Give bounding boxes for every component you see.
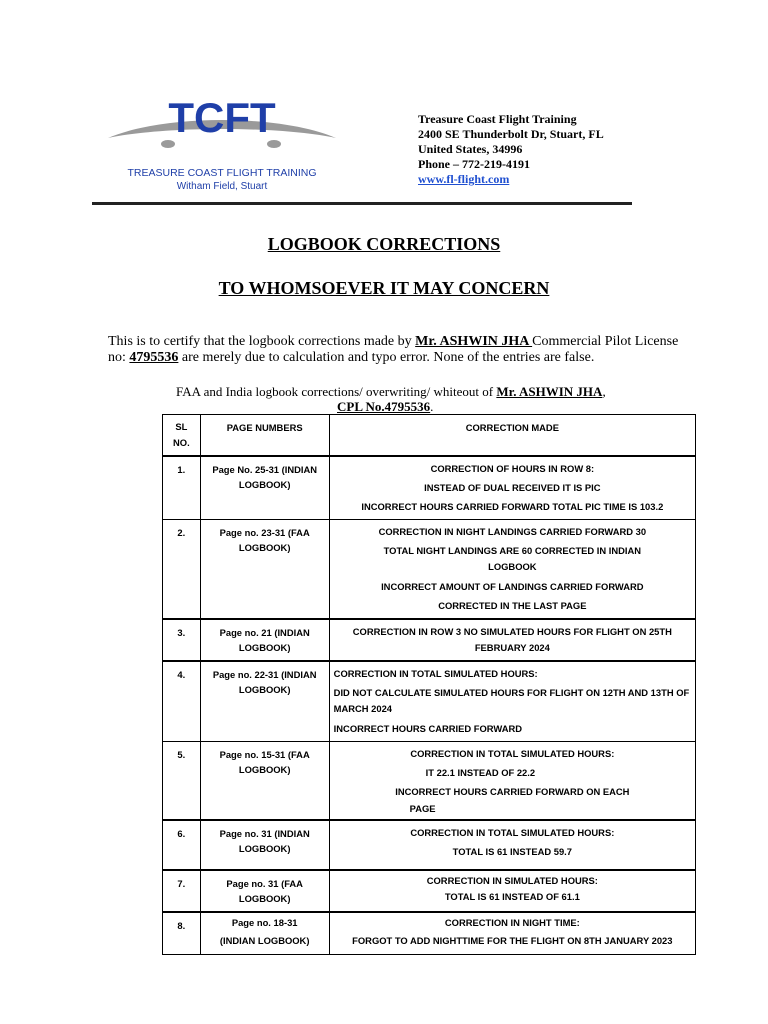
document-title: LOGBOOK CORRECTIONS (267, 234, 501, 254)
row-sl-no: 8. (177, 920, 186, 931)
correction-line: CORRECTION OF HOURS IN ROW 8: (430, 463, 595, 474)
license-number: 4795536 (129, 350, 179, 365)
intro-text-2: Commercial Pilot License no: (108, 334, 679, 365)
certification-paragraph (108, 334, 688, 366)
row-sl-no: 5. (177, 749, 186, 760)
corrections-table (162, 414, 696, 955)
correction-line: CORRECTION IN TOTAL SIMULATED HOURS: (410, 827, 615, 838)
table-row (163, 619, 696, 661)
row-page-numbers: Page no. 31 (FAA LOGBOOK) (226, 878, 303, 904)
website-link[interactable]: www.fl-flight.com (418, 172, 510, 186)
correction-line: CORRECTION IN ROW 3 NO SIMULATED HOURS FOR FLIGHT ON 25TH FEBRUARY 2024 (352, 626, 672, 653)
correction-line: FORGOT TO ADD NIGHTTIME FOR THE FLIGHT ON 8TH JANUARY 2023 (352, 935, 673, 946)
website-line (418, 172, 509, 187)
correction-line: CORRECTION IN TOTAL SIMULATED HOURS: (333, 668, 538, 679)
row-sl-no: 4. (177, 669, 186, 680)
correction-line: CORRECTION IN NIGHT TIME: (444, 917, 580, 928)
row-sl-no: 1. (177, 464, 186, 475)
row-sl-no: 2. (177, 527, 186, 538)
correction-line: TOTAL IS 61 INSTEAD OF 61.1 (444, 891, 580, 902)
header-correction-made: CORRECTION MADE (329, 415, 695, 457)
correction-line: INCORRECT AMOUNT OF LANDINGS CARRIED FORWARD (381, 581, 644, 592)
row-page-numbers: Page no. 23-31 (FAA LOGBOOK) (219, 527, 310, 553)
table-row (163, 742, 696, 821)
table-row (163, 520, 696, 620)
airplane-engine-left (161, 140, 175, 148)
intro-text-1: This is to certify that the logbook corrections made by (108, 334, 416, 349)
logo-subtitle-location: Witham Field, Stuart (176, 181, 268, 192)
correction-line: CORRECTED IN THE LAST PAGE (438, 600, 587, 611)
row-page-numbers: Page no. 15-31 (FAA LOGBOOK) (219, 749, 310, 775)
document-subtitle: TO WHOMSOEVER IT MAY CONCERN (218, 278, 550, 298)
table-row (163, 456, 696, 520)
org-name: Treasure Coast Flight Training (418, 112, 577, 126)
phone-number: Phone – 772-219-4191 (418, 157, 530, 171)
table-row (163, 820, 696, 870)
correction-line: DID NOT CALCULATE SIMULATED HOURS FOR FLIGHT ON 12TH AND 13TH OF MARCH 2024 (333, 687, 690, 714)
correction-line: INCORRECT HOURS CARRIED FORWARD TOTAL PIC TIME IS 103.2 (361, 501, 664, 512)
logo-text: TCFT (168, 94, 276, 141)
correction-line: INCORRECT HOURS CARRIED FORWARD ON EACH (395, 786, 630, 797)
correction-line: CORRECTION IN TOTAL SIMULATED HOURS: (410, 748, 615, 759)
cpl-number: CPL No.4795536 (337, 399, 431, 414)
correction-line: INCORRECT HOURS CARRIED FORWARD (333, 723, 523, 734)
row-sl-no: 3. (177, 627, 186, 638)
header-sl-no: SL NO. (163, 415, 201, 457)
correction-line: CORRECTION IN SIMULATED HOURS: (426, 875, 598, 886)
table-row (163, 870, 696, 912)
intro-text-3: are merely due to calculation and typo error. None of the entries are false. (178, 350, 595, 365)
row-sl-no: 7. (177, 878, 186, 889)
row-page-numbers: Page No. 25-31 (INDIAN LOGBOOK) (212, 464, 318, 490)
table-header-row (163, 415, 696, 457)
row-sl-no: 6. (177, 828, 186, 839)
correction-line: IT 22.1 INSTEAD OF 22.2 (425, 767, 536, 778)
table-row (163, 661, 696, 742)
tcft-logo (104, 92, 340, 200)
correction-line: TOTAL NIGHT LANDINGS ARE 60 CORRECTED IN INDIAN LOGBOOK (383, 545, 642, 572)
header-divider (92, 202, 632, 205)
address-line-2: United States, 34996 (418, 142, 523, 156)
correction-line: CORRECTION IN NIGHT LANDINGS CARRIED FORWARD 30 (378, 526, 647, 537)
address-line-1: 2400 SE Thunderbolt Dr, Stuart, FL (418, 127, 604, 141)
row-page-numbers: Page no. 31 (INDIAN LOGBOOK) (219, 828, 310, 854)
correction-line: INSTEAD OF DUAL RECEIVED IT IS PIC (424, 482, 601, 493)
pilot-name: Mr. ASHWIN JHA (415, 334, 533, 349)
header-page-numbers: PAGE NUMBERS (200, 415, 329, 457)
caption-pilot-name: Mr. ASHWIN JHA (496, 384, 603, 399)
row-page-numbers: Page no. 18-31 (INDIAN LOGBOOK) (219, 917, 310, 946)
caption-text-1: FAA and India logbook corrections/ overwriting/ whiteout of (176, 384, 497, 399)
row-page-numbers: Page no. 22-31 (INDIAN LOGBOOK) (212, 669, 317, 695)
table-row (163, 912, 696, 954)
cpl-line (337, 399, 433, 415)
correction-line: PAGE (409, 803, 436, 814)
cpl-period: . (430, 399, 434, 414)
caption-text-2: , (602, 384, 606, 399)
correction-line: TOTAL IS 61 INSTEAD 59.7 (452, 846, 572, 857)
airplane-engine-right (267, 140, 281, 148)
logo-subtitle: TREASURE COAST FLIGHT TRAINING (127, 167, 317, 179)
table-caption (176, 384, 606, 400)
row-page-numbers: Page no. 21 (INDIAN LOGBOOK) (219, 627, 310, 653)
